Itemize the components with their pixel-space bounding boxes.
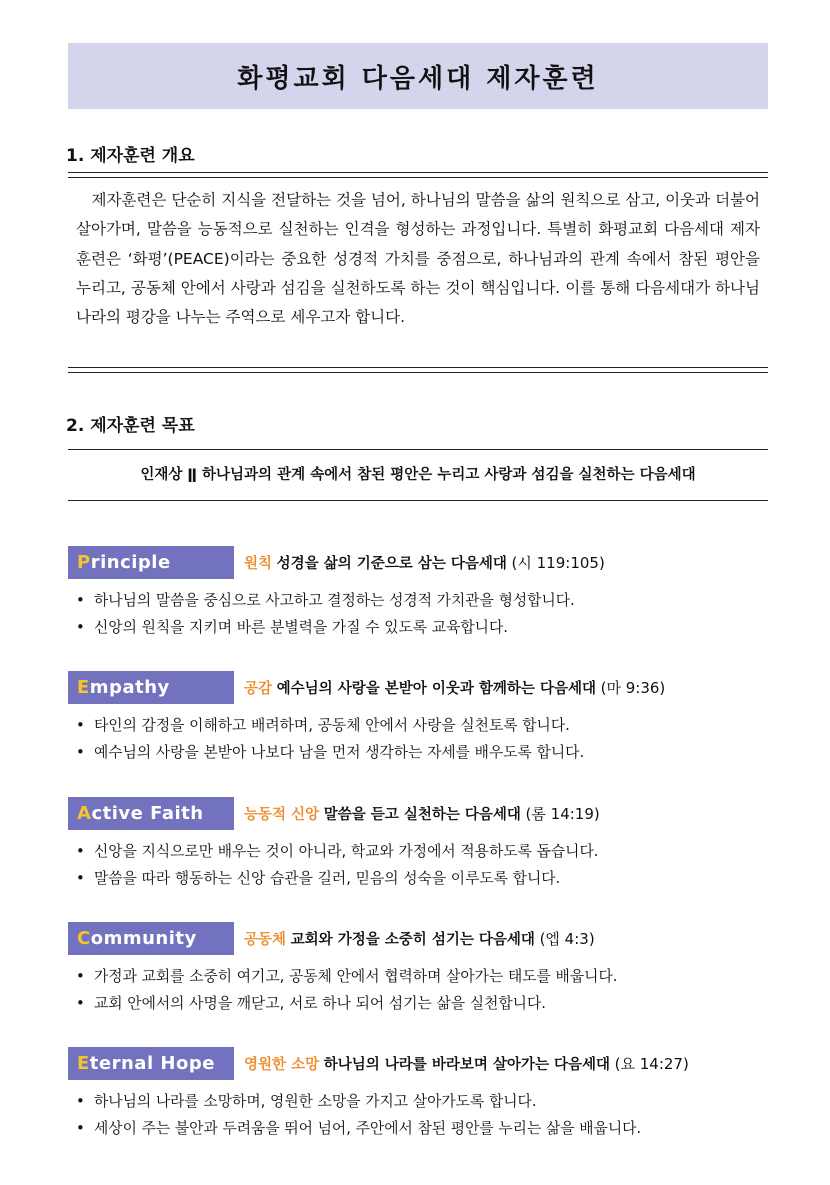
list-item: • 말씀을 따라 행동하는 신앙 습관을 길러, 믿음의 성숙을 이루도록 합니다. <box>76 865 598 892</box>
value-label-rest: rinciple <box>90 552 171 573</box>
value-label-rest: ternal Hope <box>89 1053 215 1074</box>
value-bullet-list <box>76 963 617 1017</box>
value-description: 하나님의 나라를 바라보며 살아가는 다음세대 <box>323 1057 611 1073</box>
list-item: • 세상이 주는 불안과 두려움을 뛰어 넘어, 주안에서 참된 평안를 누리는 삶을 배웁니다. <box>76 1115 641 1142</box>
scripture-reference: (요 14:27) <box>614 1055 689 1073</box>
list-item: • 신앙을 지식으로만 배우는 것이 아니라, 학교와 가정에서 적용하도록 돕습니다. <box>76 838 598 865</box>
value-keyword: 원칙 <box>244 556 273 572</box>
value-heading <box>244 803 600 824</box>
value-keyword: 영원한 소망 <box>244 1057 320 1073</box>
value-heading <box>244 1053 689 1074</box>
value-keyword: 능동적 신앙 <box>244 807 320 823</box>
value-heading <box>244 552 605 573</box>
divider <box>68 500 768 501</box>
value-label <box>68 671 234 704</box>
section-heading-goals: 2. 제자훈련 목표 <box>66 416 195 436</box>
value-description: 교회와 가정을 소중히 섬기는 다음세대 <box>290 932 535 948</box>
value-description: 말씀을 듣고 실천하는 다음세대 <box>323 807 521 823</box>
list-item: • 예수님의 사랑을 본받아 나보다 남을 먼저 생각하는 자세를 배우도록 합니다. <box>76 739 584 766</box>
value-keyword: 공동체 <box>244 932 287 948</box>
value-label-initial: C <box>77 928 91 949</box>
list-item: • 교회 안에서의 사명을 깨닫고, 서로 하나 되어 섬기는 삶을 실천합니다. <box>76 990 617 1017</box>
scripture-reference: (시 119:105) <box>511 554 605 572</box>
value-description: 예수님의 사랑을 본받아 이웃과 함께하는 다음세대 <box>276 681 597 697</box>
scripture-reference: (롬 14:19) <box>525 805 600 823</box>
value-description: 성경을 삶의 기준으로 삼는 다음세대 <box>276 556 507 572</box>
value-label-initial: P <box>77 552 91 573</box>
overview-paragraph: 제자훈련은 단순히 지식을 전달하는 것을 넘어, 하나님의 말씀을 삶의 원칙으로 삼고, 이웃과 더불어 살아가며, 말씀을 능동적으로 실천하는 인격을 형성하는 과정입니다. 특별히 화평교회 다음세대 제자훈련은 ‘화평’(PEACE)이라는 중요한 성경적 가치를 중점으로, 하나님과의 관계 속에서 참된 평안을 누리고, 공동체 안에서 사랑과 섬김을 실천하도록 하는 것이 핵심입니다. 이를 통해 다음세대가 하나님 나라의 평강을 나누는 주역으로 세우고자 합니다. <box>76 191 760 327</box>
value-label-initial: A <box>77 803 92 824</box>
value-bullet-list <box>76 838 598 892</box>
value-label-rest: ommunity <box>90 928 197 949</box>
value-label <box>68 797 234 830</box>
scripture-reference: (마 9:36) <box>600 679 666 697</box>
value-bullet-list <box>76 587 575 641</box>
value-label-initial: E <box>77 677 90 698</box>
value-label-rest: ctive Faith <box>91 803 204 824</box>
value-label <box>68 1047 234 1080</box>
divider <box>68 172 768 178</box>
section-heading-overview: 1. 제자훈련 개요 <box>66 146 195 166</box>
list-item: • 하나님의 말씀을 중심으로 사고하고 결정하는 성경적 가치관을 형성합니다. <box>76 587 575 614</box>
value-bullet-list <box>76 1088 641 1142</box>
list-item: • 가정과 교회를 소중히 여기고, 공동체 안에서 협력하며 살아가는 태도를 배웁니다. <box>76 963 617 990</box>
value-heading <box>244 928 595 949</box>
value-heading <box>244 677 665 698</box>
value-bullet-list <box>76 712 584 766</box>
list-item: • 하나님의 나라를 소망하며, 영원한 소망을 가지고 살아가도록 합니다. <box>76 1088 641 1115</box>
value-keyword: 공감 <box>244 681 273 697</box>
title-banner <box>68 43 768 109</box>
value-label <box>68 922 234 955</box>
page-title: 화평교회 다음세대 제자훈련 <box>237 63 599 94</box>
value-label-rest: mpathy <box>89 677 170 698</box>
value-label <box>68 546 234 579</box>
ideal-statement: 인재상 ǁ 하나님과의 관계 속에서 참된 평안은 누리고 사랑과 섬김을 실천하는 다음세대 <box>140 467 696 483</box>
scripture-reference: (엡 4:3) <box>539 930 595 948</box>
list-item: • 신앙의 원칙을 지키며 바른 분별력을 가질 수 있도록 교육합니다. <box>76 614 575 641</box>
divider <box>68 449 768 450</box>
value-label-initial: E <box>77 1053 90 1074</box>
list-item: • 타인의 감정을 이해하고 배려하며, 공동체 안에서 사랑을 실천토록 합니다. <box>76 712 584 739</box>
divider <box>68 367 768 373</box>
